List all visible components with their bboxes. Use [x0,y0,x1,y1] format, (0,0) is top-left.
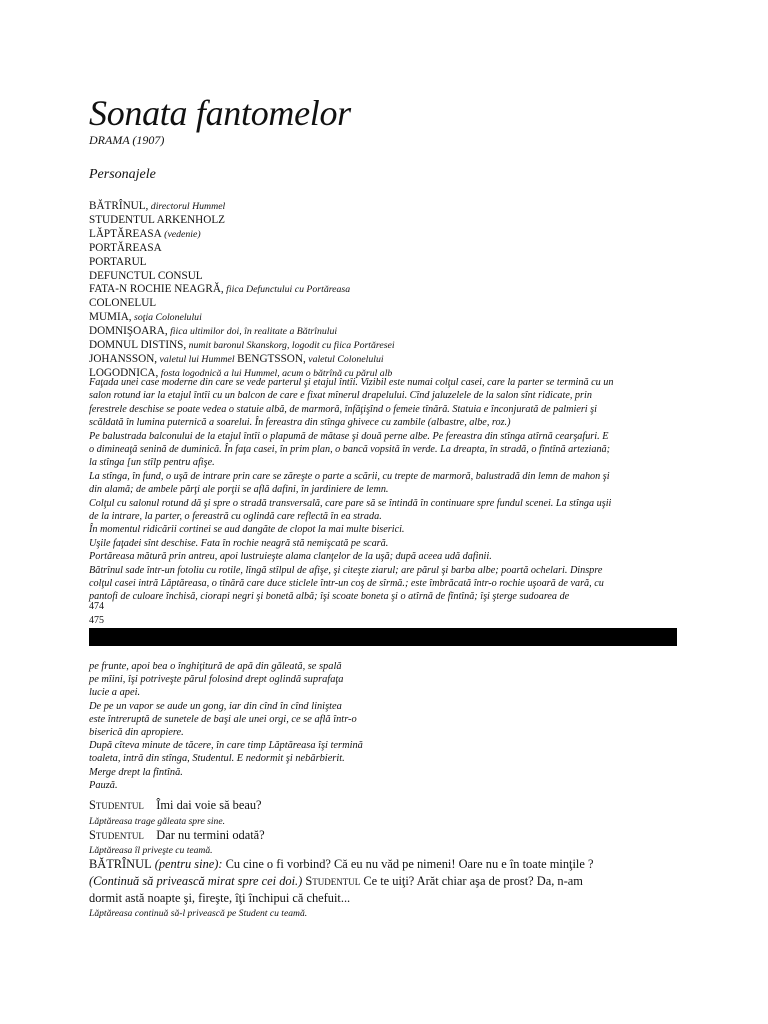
page-divider [89,628,677,646]
page-number: 475 [89,615,104,626]
stage-line: Bătrînul sade într-un fotoliu cu rotile, lîngă stîlpul de afişe, şi citeşte ziarul; are părul şi barba albe; poartă ochelari. Dinspre [89,564,603,576]
dialogue-line [89,828,265,843]
speaker-name: BĂTRÎNUL [89,857,152,871]
stage-line: o dimineaţă senină de duminică. În faţa casei, în prim plan, o bancă vopsită în verde. La dreapta, în stradă, o fîntînă arteziană; [89,444,611,455]
document-subtitle: DRAMA (1907) [89,133,165,147]
speaker-name: Studentul [89,828,144,842]
character-name: PORTĂREASA [89,241,162,254]
speech-text: Îmi dai voie să beau? [156,798,262,812]
stage-line: Pauză. [89,779,118,791]
dialogue-line [89,874,583,889]
stage-line: ferestrele deschise se poate vedea o statuie albă, de marmoră, înfăţişînd o femeie tînără. Statuia e înconjurată de palmieri şi [89,403,597,415]
stage-line: scăldată în lumina puternică a soarelui. În fereastra din stînga ghivece cu zambile (albastre, albe, roz.) [89,417,511,429]
section-heading: Personajele [89,167,156,182]
character-entry [89,324,337,339]
stage-direction: Lăptăreasa trage găleata spre sine. [89,816,225,827]
character-name: LĂPTĂREASA [89,227,162,240]
stage-line: pe frunte, apoi bea o înghiţitură de apă din găleată, se spală [89,661,342,672]
speaker-name: Studentul [89,798,144,812]
character-description: (vedenie) [161,228,201,240]
character-entry [89,213,225,228]
character-entry [89,282,350,297]
stage-line: din alamă; de ambele părţi ale porţii se află dafini, în jardiniere de lemn. [89,484,389,496]
character-name: FATA-N ROCHIE NEAGRĂ, [89,283,224,296]
character-name: BENGTSSON, [237,352,306,365]
character-description: soţia Colonelului [131,312,202,324]
character-entry [89,310,202,325]
character-name: STUDENTUL ARKENHOLZ [89,213,225,226]
stage-direction: Lăptăreasa îl priveşte cu teamă. [89,845,213,856]
stage-line: de la intrare, la parter, o fereastră cu oglindă care reflectă în ea strada. [89,511,382,522]
speech-text: Dar nu termini odată? [156,828,265,842]
character-name: JOHANSSON, [89,352,158,365]
page-number: 474 [89,601,104,612]
character-entry [89,255,146,270]
character-entry [89,227,201,242]
stage-line: În momentul ridicării cortinei se aud dangăte de clopot la mai multe biserici. [89,524,405,536]
speaker-name: Studentul [302,874,361,888]
stage-line: Faţada unei case moderne din care se vede parterul şi etajul întîi. Vizibil este numai colţul casei, care la parter se termină cu un [89,377,614,388]
dialogue-line [89,891,350,906]
character-name: DOMNUL DISTINS, [89,339,187,351]
stage-line: pantofi de culoare închisă, ciorapi negri şi bonetă albă; îşi scoate boneta şi o atîrnă de fîntînă; îşi şterge sudoarea de [89,591,570,603]
stage-line: biserică din apropiere. [89,727,184,738]
character-entry [89,199,225,214]
stage-line: Colţul cu salonul rotund dă şi spre o stradă transversală, care pare să se întindă în continuare spre fundul scenei. La stînga uşii [89,497,612,509]
character-name: DOMNIŞOARA, [89,325,168,338]
character-name: LOGODNICA, [89,366,159,379]
speech-text: Ce te uiţi? Arăt chiar aşa de prost? Da, n-am [360,874,583,888]
stage-line: salon rotund iar la etajul întîi cu un balcon de care e fixat mînerul drapelului. Cînd jaluzelele de la salon sînt ridicate, prin [89,390,592,402]
speech-text: dormit astă noapte şi, fireşte, îţi închipui că chefuit... [89,891,351,905]
stage-line: lucie a apei. [89,687,141,699]
stage-line: Merge drept la fîntînă. [89,766,183,778]
stage-line: la stînga [un stîlp pentru afişe. [89,457,215,469]
character-description: directorul Hummel [148,201,226,212]
stage-direction: Lăptăreasa continuă să-l privească pe Student cu teamă. [89,908,308,919]
aside-text: (pentru sine): [151,857,223,871]
character-name: DEFUNCTUL CONSUL [89,269,203,282]
character-entry [89,352,384,367]
dialogue-line [89,857,593,872]
character-name: BĂTRÎNUL, [89,200,149,212]
stage-line: Portăreasa mătură prin antreu, apoi lustruieşte alama clanţelor de la uşă; după aceea udă dafinii. [89,551,492,563]
stage-line: colţul casei intră Lăptăreasa, o tînără care duce sticlele într-un coş de sîrmă.; este îmbrăcată într-o rochie uşoară de vară, cu [89,578,604,589]
stage-line: toaleta, intră din stînga, Studentul. E nedormit şi nebărbierit. [89,753,345,765]
character-description: fosta logodnică a lui Hummel, acum o bătrînă cu părul alb [158,367,393,379]
character-description: numit baronul Skanskorg, logodit cu fiica Portăresei [186,340,395,351]
stage-line: pe mîini, îşi potriveşte părul folosind drept oglindă suprafaţa [89,674,344,686]
character-description: valetul Colonelului [305,353,384,365]
speech-text: Cu cine o fi vorbind? Că eu nu văd pe nimeni! Oare nu e în toate minţile ? [222,857,594,871]
stage-line: După cîteva minute de tăcere, în care timp Lăptăreasa îşi termină [89,740,363,752]
character-entry [89,241,162,256]
stage-line: Pe balustrada balconului de la etajul întîi o plapumă de mătase şi două perne albe. Pe fereastra din stînga atîrnă cearşafuri. E [89,430,609,442]
stage-line: este întreruptă de sunetele de başi ale unei orgi, ce se află într-o [89,713,357,725]
character-entry [89,338,395,353]
character-entry [89,296,156,311]
character-name: PORTARUL [89,255,147,268]
character-name: COLONELUL [89,297,157,310]
stage-line: Uşile faţadei sînt deschise. Fata în rochie neagră stă nemişcată pe scară. [89,537,389,549]
aside-text: (Continuă să privească mirat spre cei doi.) [89,874,303,888]
document-title: Sonata fantomelor [89,93,351,133]
dialogue-line [89,798,262,813]
stage-line: La stînga, în fund, o uşă de intrare prin care se zăreşte o parte a scării, cu trepte de marmoră, balustradă din lemn de mahon şi [89,470,610,482]
stage-line: De pe un vapor se aude un gong, iar din cînd în cînd liniştea [89,700,342,712]
character-description: fiica Defunctului cu Portăreasa [223,284,351,296]
character-description: valetul lui Hummel [157,353,238,365]
character-name: MUMIA, [89,311,132,324]
character-description: fiica ultimilor doi, în realitate a Bătrînului [167,326,338,338]
character-entry [89,269,203,284]
